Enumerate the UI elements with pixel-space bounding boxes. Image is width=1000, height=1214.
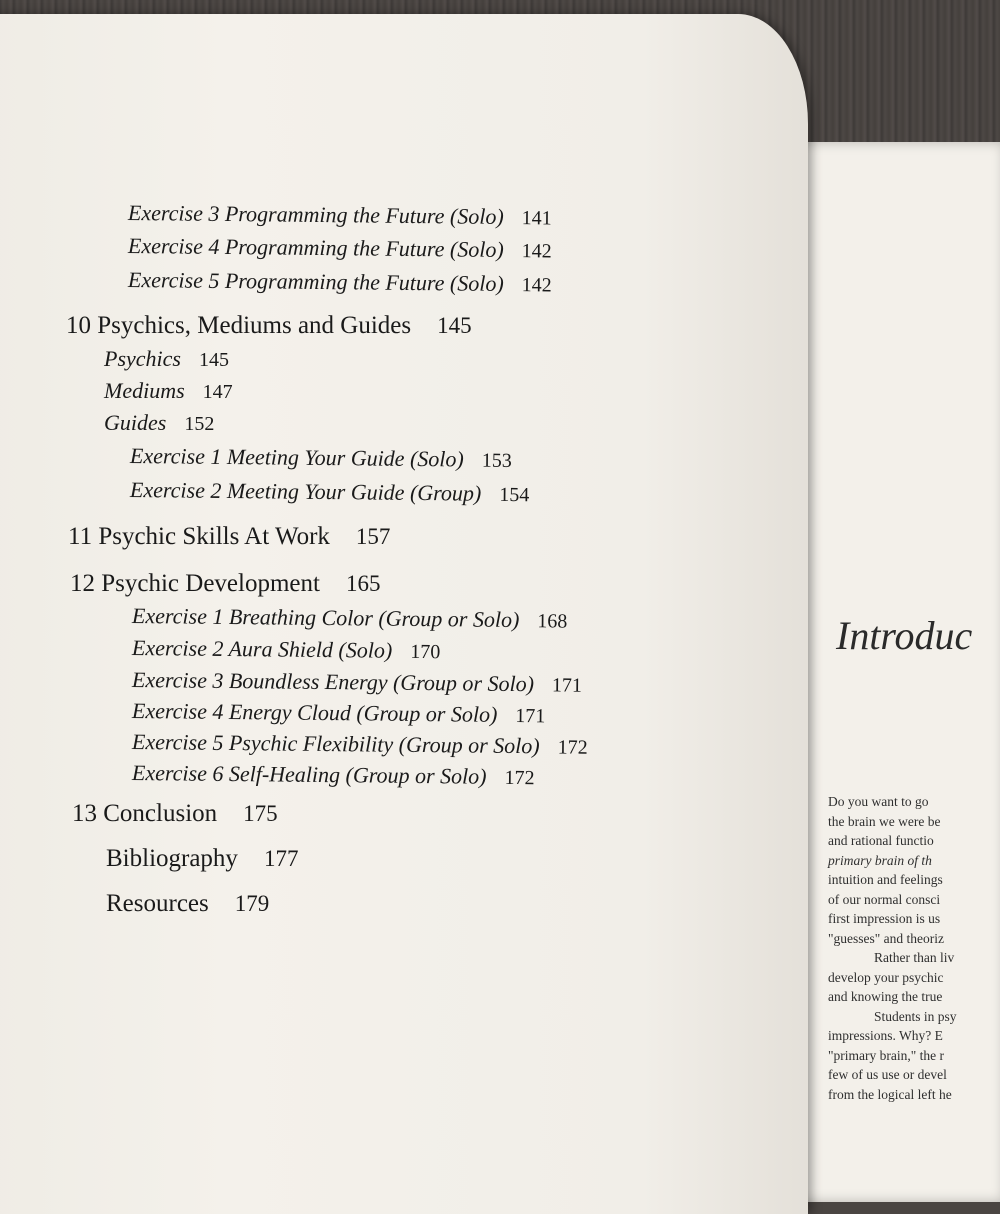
toc-entry-label: Exercise 6 Self-Healing (Group or Solo) <box>131 760 487 789</box>
intro-line: and rational functio <box>828 833 934 848</box>
intro-line: of our normal consci <box>828 891 941 907</box>
toc-entry-label: 12 Psychic Development <box>70 570 320 597</box>
intro-line: impressions. Why? E <box>828 1028 943 1043</box>
toc-entry <box>132 729 588 760</box>
intro-line: from the logical left he <box>828 1086 952 1102</box>
toc-page-number: 147 <box>202 381 233 403</box>
toc-entry <box>132 698 546 728</box>
toc-chapter <box>68 523 390 551</box>
toc-page-number: 175 <box>243 801 278 826</box>
toc-entry-label: 10 Psychics, Mediums and Guides <box>66 312 412 339</box>
toc-entry <box>132 635 441 664</box>
intro-line: primary brain of th <box>828 852 932 868</box>
intro-line: few of us use or devel <box>828 1067 947 1082</box>
toc-section <box>104 410 214 436</box>
toc-entry <box>132 760 535 790</box>
toc-page-number: 171 <box>551 674 583 697</box>
toc-entry <box>130 477 530 507</box>
intro-line: develop your psychic <box>828 969 944 985</box>
intro-line: the brain we were be <box>828 813 941 829</box>
toc-page-number: 142 <box>521 240 552 263</box>
toc-entry-label: 13 Conclusion <box>72 800 218 827</box>
toc-entry-label: Exercise 2 Meeting Your Guide (Group) <box>129 477 482 506</box>
toc-entry-label: Exercise 2 Aura Shield (Solo) <box>131 635 393 663</box>
toc-page-number: 168 <box>537 610 568 633</box>
toc-entry-label: Bibliography <box>106 845 238 872</box>
toc-chapter <box>66 312 472 340</box>
toc-chapter <box>72 800 278 828</box>
toc-entry <box>128 200 552 230</box>
intro-line: Do you want to go <box>828 794 929 809</box>
toc-entry <box>132 667 582 698</box>
toc-entry-label: Guides <box>104 410 167 435</box>
toc-page-number: 145 <box>437 313 472 338</box>
toc-page-number: 153 <box>481 449 512 472</box>
toc-chapter <box>106 890 269 918</box>
toc-entry-label: Exercise 1 Meeting Your Guide (Solo) <box>129 443 464 472</box>
toc-page-number: 171 <box>515 705 546 728</box>
toc-section <box>104 378 233 404</box>
toc-page-number: 152 <box>184 413 215 435</box>
toc-entry-label: Mediums <box>104 378 185 403</box>
toc-page-number: 142 <box>521 274 552 297</box>
toc-page-number: 177 <box>263 846 299 871</box>
toc-page-number: 170 <box>410 640 441 664</box>
toc-entry-label: Exercise 3 Programming the Future (Solo) <box>127 200 504 229</box>
introduction-heading: Introduc <box>836 613 973 658</box>
intro-line: and knowing the true <box>828 989 943 1004</box>
toc-page-number: 154 <box>499 483 530 507</box>
toc-entry-label: Psychics <box>104 346 181 371</box>
toc-entry-label: Exercise 5 Programming the Future (Solo) <box>127 267 504 296</box>
toc-page-number: 157 <box>355 524 391 549</box>
intro-line: Students in psy <box>874 1008 957 1024</box>
toc-entry-label: Resources <box>106 890 209 917</box>
intro-line: first impression is us <box>828 911 941 926</box>
toc-page-number: 172 <box>557 736 588 759</box>
intro-line: "primary brain," the r <box>828 1047 944 1063</box>
introduction-text <box>828 792 1000 1104</box>
toc-page-number: 172 <box>504 766 535 790</box>
toc-page-number: 145 <box>198 349 229 371</box>
toc-entry-label: 11 Psychic Skills At Work <box>68 523 330 550</box>
toc-page-number: 165 <box>345 571 381 596</box>
toc-chapter <box>70 570 380 598</box>
toc-entry-label: Exercise 1 Breathing Color (Group or Solo) <box>131 603 520 633</box>
toc-entry <box>130 443 512 473</box>
toc-page-number: 141 <box>521 207 552 230</box>
toc-entry-label: Exercise 4 Programming the Future (Solo) <box>127 233 504 262</box>
intro-line: intuition and feelings <box>828 872 943 887</box>
toc-entry <box>132 603 568 634</box>
intro-line: Rather than liv <box>874 950 955 965</box>
toc-entry-label: Exercise 5 Psychic Flexibility (Group or Solo) <box>131 729 540 759</box>
toc-entry <box>128 267 552 297</box>
toc-page-number: 179 <box>234 891 270 916</box>
toc-section <box>104 346 229 372</box>
toc-entry-label: Exercise 4 Energy Cloud (Group or Solo) <box>131 698 498 727</box>
toc-entry-label: Exercise 3 Boundless Energy (Group or Solo) <box>131 667 535 697</box>
toc-entry <box>128 233 552 263</box>
intro-line: "guesses" and theoriz <box>828 930 944 946</box>
toc-chapter <box>106 845 298 873</box>
